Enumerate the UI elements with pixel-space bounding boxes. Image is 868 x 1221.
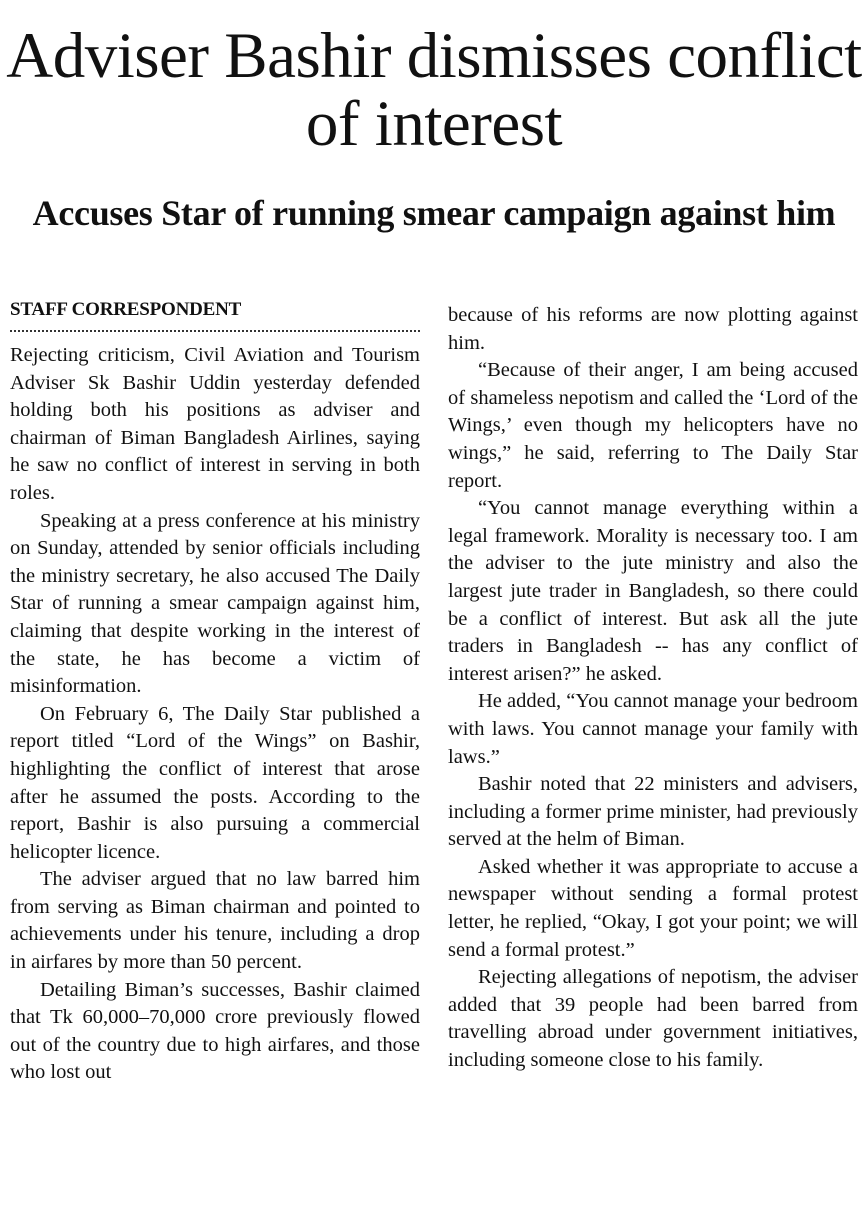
paragraph: On February 6, The Daily Star published a report titled “Lord of the Wings” on Bashir, highlighting the conflict of interest that arose after he assumed the posts. According to the report, Bashir is also pursuing a commercial helicopter licence. — [10, 702, 420, 863]
article-column-left — [10, 298, 420, 1087]
paragraph: Rejecting criticism, Civil Aviation and Tourism Adviser Sk Bashir Uddin yesterday defended holding both his positions as adviser and chairman of Biman Bangladesh Airlines, saying he saw no conflict of interest in serving in both roles. — [10, 344, 420, 504]
paragraph: Bashir noted that 22 ministers and advisers, including a former prime minister, had previously served at the helm of Biman. — [448, 773, 858, 851]
headline: Adviser Bashir dismisses conflict of interest — [6, 20, 862, 160]
paragraph: because of his reforms are now plotting against him. — [448, 304, 858, 354]
paragraph: “Because of their anger, I am being accused of shameless nepotism and called the ‘Lord of the Wings,’ even though my helicopters have no wings,” he said, referring to The Daily Star report. — [448, 359, 858, 492]
article-column-right — [448, 302, 858, 1075]
subheadline: Accuses Star of running smear campaign against him — [32, 193, 836, 233]
byline: STAFF CORRESPONDENT — [10, 298, 420, 332]
paragraph: He added, “You cannot manage your bedroom with laws. You cannot manage your family with laws.” — [448, 690, 858, 768]
paragraph: Speaking at a press conference at his ministry on Sunday, attended by senior officials including the ministry secretary, he also accused The Daily Star of running a smear campaign against him, claiming that despite working in the interest of the state, he has become a victim of misinformation. — [10, 509, 420, 698]
paragraph: The adviser argued that no law barred him from serving as Biman chairman and pointed to achievements under his tenure, including a drop in airfares by more than 50 percent. — [10, 868, 420, 974]
paragraph: Detailing Biman’s successes, Bashir claimed that Tk 60,000–70,000 crore previously flowed out of the country due to high airfares, and those who lost out — [10, 978, 420, 1084]
paragraph: Rejecting allegations of nepotism, the adviser added that 39 people had been barred from travelling abroad under government initiatives, including someone close to his family. — [448, 966, 858, 1072]
paragraph: Asked whether it was appropriate to accuse a newspaper without sending a formal protest letter, he replied, “Okay, I got your point; we will send a formal protest.” — [448, 855, 858, 961]
paragraph: “You cannot manage everything within a legal framework. Morality is necessary too. I am the adviser to the jute ministry and also the largest jute trader in Bangladesh, so there could be a conflict of interest. But ask all the jute traders in Bangladesh -- has any conflict of interest arisen?” he asked. — [448, 497, 858, 685]
